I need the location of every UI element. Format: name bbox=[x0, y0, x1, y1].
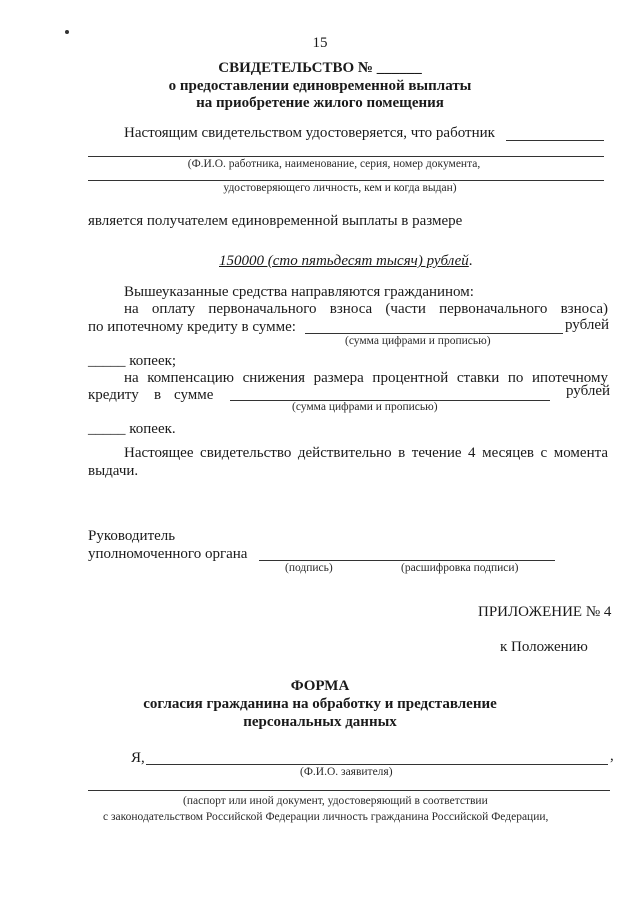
certificate-subtitle-2: на приобретение жилого помещения bbox=[196, 95, 444, 111]
certificate-title: СВИДЕТЕЛЬСТВО № ______ bbox=[218, 60, 422, 76]
form-subtitle-1: согласия гражданина на обработку и представление bbox=[143, 696, 497, 712]
payment-sum-hint: (сумма цифрами и прописью) bbox=[345, 335, 491, 347]
recipient-text: является получателем единовременной выплаты в размере bbox=[88, 213, 463, 229]
worker-name-line bbox=[88, 156, 604, 157]
payment-amount-end: . bbox=[468, 253, 473, 269]
appendix-subtitle: к Положению bbox=[500, 639, 588, 655]
applicant-name-line bbox=[146, 764, 608, 765]
payment-currency: рублей bbox=[565, 317, 610, 333]
compensation-sum: сумме bbox=[174, 387, 214, 403]
funds-text: Вышеуказанные средства направляются гражданином: bbox=[124, 284, 474, 300]
payment-amount bbox=[219, 254, 473, 269]
compensation-credit: кредиту bbox=[88, 387, 139, 403]
payment-amount-value: 150000 (сто пятьдесят тысяч) рублей bbox=[219, 253, 469, 269]
validity-line-1: Настоящее свидетельство действительно в течение 4 месяцев с момента bbox=[124, 445, 608, 461]
form-subtitle-2: персональных данных bbox=[243, 714, 397, 730]
compensation-in: в bbox=[154, 387, 162, 403]
compensation-sum-hint: (сумма цифрами и прописью) bbox=[292, 401, 438, 413]
scan-dot bbox=[65, 30, 69, 34]
worker-field-line bbox=[506, 140, 604, 141]
payment-sum-line bbox=[305, 333, 563, 334]
payment-line-2-label: по ипотечному кредиту в сумме: bbox=[88, 319, 296, 335]
appendix-title: ПРИЛОЖЕНИЕ № 4 bbox=[478, 604, 612, 620]
head-label-1: Руководитель bbox=[88, 528, 176, 544]
applicant-name-hint: (Ф.И.О. заявителя) bbox=[300, 766, 393, 778]
certificate-intro: Настоящим свидетельством удостоверяется, что работник bbox=[124, 125, 495, 141]
page-number: 15 bbox=[312, 35, 328, 51]
document-hint-1: (паспорт или иной документ, удостоверяющий в соответствии bbox=[183, 795, 488, 807]
applicant-comma: , bbox=[610, 748, 614, 764]
compensation-kopecks: _____ копеек. bbox=[88, 421, 176, 437]
form-title: ФОРМА bbox=[290, 678, 350, 694]
payment-line-1: на оплату первоначального взноса (части первоначального взноса) bbox=[124, 301, 608, 317]
certificate-subtitle-1: о предоставлении единовременной выплаты bbox=[168, 78, 472, 94]
worker-document-line bbox=[88, 180, 604, 181]
applicant-document-line bbox=[88, 790, 610, 791]
payment-kopecks: _____ копеек; bbox=[88, 353, 177, 369]
validity-line-2: выдачи. bbox=[88, 463, 139, 479]
head-label-2: уполномоченного органа bbox=[88, 546, 248, 562]
compensation-currency: рублей bbox=[566, 383, 611, 399]
head-signature-line bbox=[259, 560, 555, 561]
worker-hint-2: удостоверяющего личность, кем и когда выдан) bbox=[223, 182, 457, 194]
worker-hint-1: (Ф.И.О. работника, наименование, серия, номер документа, bbox=[187, 158, 481, 170]
document-hint-2: с законодательством Российской Федерации личность гражданина Российской Федерации, bbox=[103, 811, 549, 823]
compensation-line-1: на компенсацию снижения размера процентной ставки по ипотечному bbox=[124, 370, 608, 386]
signature-hint: (подпись) bbox=[285, 562, 333, 574]
applicant-label: Я, bbox=[131, 750, 145, 766]
decoding-hint: (расшифровка подписи) bbox=[401, 562, 519, 574]
